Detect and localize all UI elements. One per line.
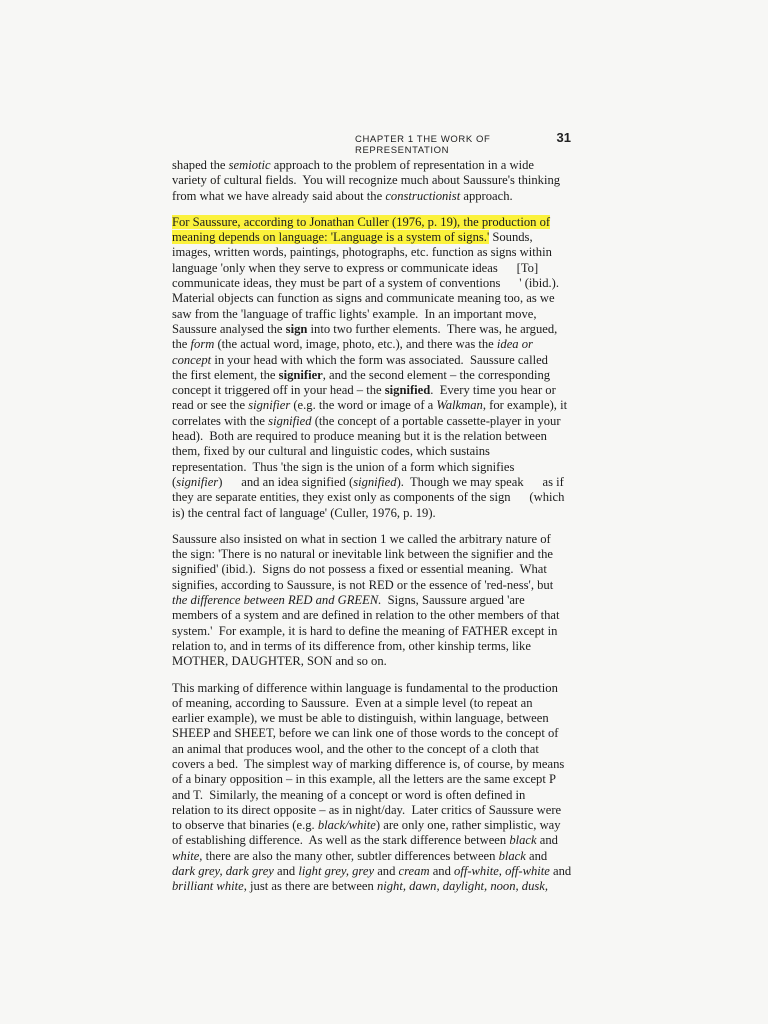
text-line [172,879,600,894]
text-line [172,681,600,696]
paragraph [172,215,600,521]
text-run: (e.g. the word or image of a [290,398,437,413]
text-line [172,639,600,654]
italic-text: brilliant white [172,879,244,894]
text-run: language 'only when they serve to express or communicate ideas [To] [172,260,539,275]
italic-text: night, dawn, daylight, noon, dusk, [376,879,549,894]
text-line [172,414,600,429]
text-run: and [374,864,399,879]
paragraph [172,532,600,670]
bold-term: sign [285,321,308,336]
page-header [355,130,571,156]
text-line [172,696,600,711]
text-line [172,562,600,577]
text-run: , for example), it [482,398,568,413]
text-line [172,215,600,230]
text-run: (the actual word, image, photo, etc.), and there was the [214,337,497,352]
text-run: signified' (ibid.). Signs do not possess a fixed or essential meaning. What [172,562,547,577]
text-line [172,307,600,322]
text-run: . Every time you hear or [430,383,556,398]
text-run: earlier example), we must be able to distinguish, within language, between [172,711,549,726]
bold-term: signified [384,383,431,398]
text-run: is) the central fact of language' (Culler, 1976, p. 19). [172,505,436,520]
text-run: ( [172,474,177,489]
text-run: , just as there are between [243,879,377,894]
page-number: 31 [556,130,571,145]
text-run: Material objects can function as signs and communicate meaning too, as we [172,291,555,306]
italic-text: signifier [176,474,219,489]
text-line [172,742,600,757]
text-run: approach. [460,188,513,203]
text-run: and [429,864,455,879]
text-line [172,578,600,593]
italic-text: black/white [317,818,376,833]
text-run: and [549,864,572,879]
text-run: , and the second element – the corresponding [322,367,551,382]
text-line [172,864,600,879]
text-line [172,593,600,608]
text-run: head). Both are required to produce meaning but it is the relation between [172,429,547,444]
text-line [172,322,600,337]
text-line [172,460,600,475]
paragraph [172,158,600,204]
text-line [172,158,600,173]
italic-text: concept [172,352,212,367]
text-run: saw from the 'language of traffic lights' example. In an important move, [172,306,537,321]
text-line [172,757,600,772]
body-text [172,158,600,906]
text-run: members of a system and are defined in relation to the other members of that [172,608,560,623]
text-run: communicate ideas, they must be part of a system of conventions ' (ibid.). [172,276,559,291]
text-line [172,490,600,505]
text-line [172,398,600,413]
text-line [172,833,600,848]
text-run: shaped the [172,158,229,172]
italic-text: dark grey, dark grey [172,864,274,879]
text-line [172,291,600,306]
text-line [172,245,600,260]
text-run: the first element, the [172,367,279,382]
text-line [172,803,600,818]
text-run: the sign: 'There is no natural or inevitable link between the signifier and the [172,547,554,562]
paragraph [172,681,600,895]
text-line [172,230,600,245]
text-line [172,475,600,490]
text-run: ) are only one, rather simplistic, way [375,818,561,833]
text-run: ) and an idea signified ( [218,474,354,489]
text-run: This marking of difference within language is fundamental to the production [172,680,558,695]
text-run: Signs, Saussure argued 'are [381,593,525,608]
italic-text: signified [268,413,312,428]
text-run: the [172,337,191,352]
text-line [172,261,600,276]
italic-text: idea or [496,337,533,352]
text-line [172,189,600,204]
text-line [172,444,600,459]
italic-text: signifier [248,398,291,413]
text-line [172,772,600,787]
text-run: into two further elements. There was, he argued, [307,321,558,336]
text-line [172,429,600,444]
text-line [172,337,600,352]
text-run: of establishing difference. As well as the stark difference between [172,833,510,848]
text-run: representation. Thus 'the sign is the union of a form which signifies [172,459,515,474]
text-line [172,383,600,398]
italic-text: black [498,848,526,863]
text-run: an animal that produces wool, and the other to the concept of a cloth that [172,741,539,756]
highlighted-text: For Saussure, according to Jonathan Culler (1976, p. 19), the production of [172,214,551,229]
text-line [172,276,600,291]
italic-text: signified [353,474,397,489]
text-run: (the concept of a portable cassette-player in your [311,413,561,428]
italic-text: the difference between RED and GREEN. [172,593,382,608]
text-run: them, fixed by our cultural and linguistic codes, which sustains [172,444,490,459]
highlighted-text: meaning depends on language: 'Language is a system of signs.' [172,230,490,245]
text-run: relation to, and in terms of its difference from, other kinship terms, like [172,638,531,653]
bold-term: signifier [278,367,323,382]
text-line [172,173,600,188]
text-line [172,849,600,864]
text-run: of meaning, according to Saussure. Even at a simple level (to repeat an [172,695,533,710]
text-line [172,788,600,803]
text-run: Saussure analysed the [172,321,286,336]
text-run: correlates with the [172,413,269,428]
text-run: MOTHER, DAUGHTER, SON and so on. [172,654,387,669]
text-run: covers a bed. The simplest way of marking difference is, of course, by means [172,756,565,771]
italic-text: off-white, off-white [454,864,550,879]
text-line [172,654,600,669]
text-line [172,711,600,726]
text-run: ). Though we may speak as if [396,474,564,489]
text-run: approach to the problem of representation in a wide [270,158,534,172]
text-line [172,532,600,547]
text-line [172,506,600,521]
italic-text: form [190,337,215,352]
italic-text: white [172,848,200,863]
text-run: and [273,864,299,879]
text-run: concept it triggered off in your head – the [172,383,385,398]
text-line [172,353,600,368]
text-line [172,818,600,833]
text-run: variety of cultural fields. You will recognize much about Saussure's thinking [172,173,561,188]
text-run: and [525,848,548,863]
text-line [172,624,600,639]
text-line [172,368,600,383]
text-line [172,608,600,623]
running-head: CHAPTER 1 THE WORK OF REPRESENTATION [355,134,491,156]
text-run: in your head with which the form was associated. Saussure called [211,352,548,367]
italic-text: light grey, grey [298,864,375,879]
text-run: , there are also the many other, subtler differences between [199,848,499,863]
text-run: and [536,833,558,848]
text-run: from what we have already said about the [172,188,386,203]
italic-text: Walkman [436,398,483,413]
text-run: and T. Similarly, the meaning of a concept or word is often defined in [172,787,526,802]
text-run: system.' For example, it is hard to define the meaning of FATHER except in [172,623,558,638]
text-run: of a binary opposition – in this example, all the letters are the same except P [172,772,556,787]
text-line [172,726,600,741]
text-run: Saussure also insisted on what in section 1 we called the arbitrary nature of [172,531,551,546]
italic-text: cream [398,864,430,879]
text-run: signifies, according to Saussure, is not RED or the essence of 'red-ness', but [172,577,554,592]
text-run: they are separate entities, they exist only as components of the sign (which [172,490,565,505]
text-run: Sounds, [489,230,533,245]
italic-text: semiotic [228,158,271,172]
text-run: SHEEP and SHEET, before we can link one of those words to the concept of [172,726,559,741]
text-line [172,547,600,562]
italic-text: black [509,833,537,848]
text-run: images, written words, paintings, photographs, etc. function as signs within [172,245,552,260]
italic-text: constructionist [385,188,461,203]
text-run: read or see the [172,398,249,413]
text-run: relation to its direct opposite – as in night/day. Later critics of Saussure were [172,802,562,817]
text-run: to observe that binaries (e.g. [172,818,318,833]
